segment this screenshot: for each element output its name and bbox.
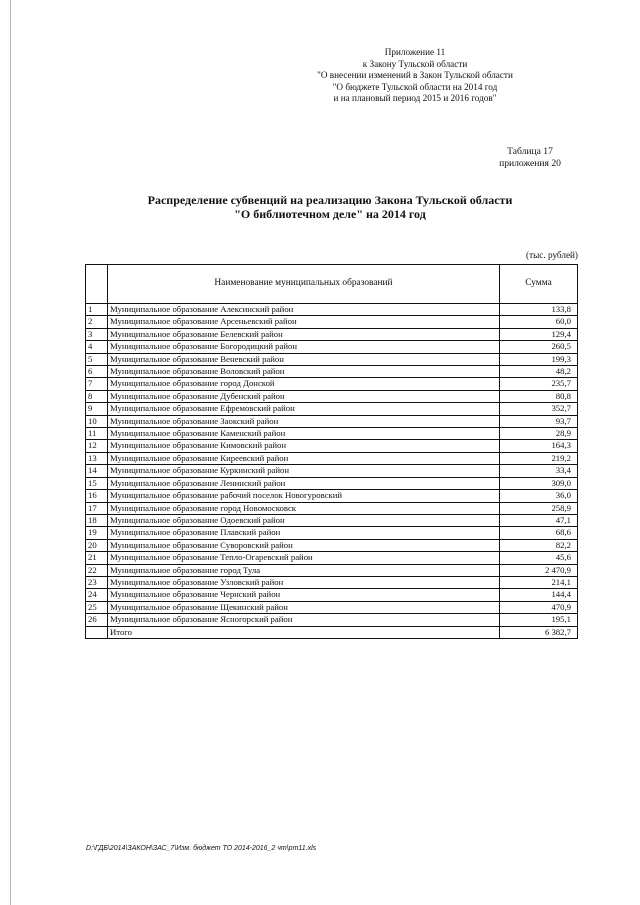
appendix-line: "О бюджете Тульской области на 2014 год bbox=[332, 81, 498, 92]
appendix-line: и на плановый период 2015 и 2016 годов" bbox=[333, 93, 497, 104]
table-row bbox=[86, 390, 578, 402]
row-sum: 36,0 bbox=[500, 490, 578, 502]
table-body bbox=[86, 304, 578, 639]
table-row bbox=[86, 589, 578, 601]
appendix-line: "О внесении изменений в Закон Тульской области bbox=[317, 70, 513, 81]
row-number: 15 bbox=[86, 477, 108, 489]
row-name: Муниципальное образование Богородицкий район bbox=[108, 341, 500, 353]
row-number: 22 bbox=[86, 564, 108, 576]
row-sum: 470,9 bbox=[500, 601, 578, 613]
table-row bbox=[86, 415, 578, 427]
row-sum: 93,7 bbox=[500, 415, 578, 427]
row-number: 19 bbox=[86, 527, 108, 539]
row-sum: 219,2 bbox=[500, 452, 578, 464]
table-row bbox=[86, 428, 578, 440]
row-number: 23 bbox=[86, 576, 108, 588]
row-number: 4 bbox=[86, 341, 108, 353]
row-sum: 309,0 bbox=[500, 477, 578, 489]
table-number: Таблица 17 bbox=[507, 146, 553, 157]
row-number: 5 bbox=[86, 353, 108, 365]
row-sum: 214,1 bbox=[500, 576, 578, 588]
row-number: 9 bbox=[86, 403, 108, 415]
table-row bbox=[86, 502, 578, 514]
appendix-note bbox=[250, 47, 580, 105]
table-row bbox=[86, 403, 578, 415]
row-sum: 258,9 bbox=[500, 502, 578, 514]
row-number: 25 bbox=[86, 601, 108, 613]
row-sum: 199,3 bbox=[500, 353, 578, 365]
table-reference bbox=[480, 146, 580, 170]
row-sum: 6 382,7 bbox=[500, 626, 578, 638]
title-line-1: Распределение субвенций на реализацию Закона Тульской области bbox=[147, 193, 513, 207]
row-name: Итого bbox=[108, 626, 500, 638]
row-number: 16 bbox=[86, 490, 108, 502]
row-name: Муниципальное образование Воловский район bbox=[108, 366, 500, 378]
table-row bbox=[86, 614, 578, 626]
row-number: 24 bbox=[86, 589, 108, 601]
row-name: Муниципальное образование Киреевский район bbox=[108, 452, 500, 464]
row-number: 20 bbox=[86, 539, 108, 551]
row-name: Муниципальное образование Заокский район bbox=[108, 415, 500, 427]
row-name: Муниципальное образование Ефремовский район bbox=[108, 403, 500, 415]
row-number: 21 bbox=[86, 552, 108, 564]
row-name: Муниципальное образование город Тула bbox=[108, 564, 500, 576]
table-row bbox=[86, 440, 578, 452]
row-number: 13 bbox=[86, 452, 108, 464]
row-name: Муниципальное образование Дубенский район bbox=[108, 390, 500, 402]
table-row bbox=[86, 452, 578, 464]
row-number: 1 bbox=[86, 304, 108, 316]
subsidy-table-container bbox=[85, 264, 578, 639]
row-name: Муниципальное образование Щекинский район bbox=[108, 601, 500, 613]
document-title bbox=[110, 193, 550, 221]
row-name: Муниципальное образование город Новомосковск bbox=[108, 502, 500, 514]
table-row bbox=[86, 539, 578, 551]
row-name: Муниципальное образование Кимовский район bbox=[108, 440, 500, 452]
row-number: 6 bbox=[86, 366, 108, 378]
row-number: 12 bbox=[86, 440, 108, 452]
units-label: (тыс. рублей) bbox=[526, 250, 578, 260]
table-total-row bbox=[86, 626, 578, 638]
row-sum: 68,6 bbox=[500, 527, 578, 539]
table-row bbox=[86, 514, 578, 526]
header-number bbox=[86, 265, 108, 304]
row-sum: 33,4 bbox=[500, 465, 578, 477]
table-row bbox=[86, 378, 578, 390]
row-sum: 164,3 bbox=[500, 440, 578, 452]
header-name: Наименование муниципальных образований bbox=[108, 265, 500, 304]
row-sum: 235,7 bbox=[500, 378, 578, 390]
row-number: 7 bbox=[86, 378, 108, 390]
row-name: Муниципальное образование Одоевский район bbox=[108, 514, 500, 526]
row-sum: 80,8 bbox=[500, 390, 578, 402]
table-row bbox=[86, 564, 578, 576]
row-sum: 2 470,9 bbox=[500, 564, 578, 576]
table-row bbox=[86, 527, 578, 539]
row-number: 17 bbox=[86, 502, 108, 514]
row-sum: 144,4 bbox=[500, 589, 578, 601]
title-line-2: "О библиотечном деле" на 2014 год bbox=[234, 207, 426, 221]
row-name: Муниципальное образование Чернский район bbox=[108, 589, 500, 601]
table-row bbox=[86, 366, 578, 378]
table-row bbox=[86, 353, 578, 365]
table-row bbox=[86, 601, 578, 613]
row-sum: 28,9 bbox=[500, 428, 578, 440]
row-number: 8 bbox=[86, 390, 108, 402]
row-name: Муниципальное образование Ясногорский район bbox=[108, 614, 500, 626]
table-row bbox=[86, 304, 578, 316]
row-number: 18 bbox=[86, 514, 108, 526]
appendix-line: Приложение 11 bbox=[384, 47, 446, 57]
row-name: Муниципальное образование Суворовский район bbox=[108, 539, 500, 551]
table-header-row bbox=[86, 265, 578, 304]
row-sum: 60,0 bbox=[500, 316, 578, 328]
row-sum: 82,2 bbox=[500, 539, 578, 551]
row-name: Муниципальное образование Каменский район bbox=[108, 428, 500, 440]
row-name: Муниципальное образование Куркинский район bbox=[108, 465, 500, 477]
row-sum: 45,6 bbox=[500, 552, 578, 564]
table-row bbox=[86, 316, 578, 328]
row-number: 14 bbox=[86, 465, 108, 477]
table-row bbox=[86, 465, 578, 477]
subsidy-table bbox=[85, 264, 578, 639]
row-sum: 133,8 bbox=[500, 304, 578, 316]
table-row bbox=[86, 552, 578, 564]
header-sum: Сумма bbox=[500, 265, 578, 304]
row-name: Муниципальное образование Плавский район bbox=[108, 527, 500, 539]
row-sum: 48,2 bbox=[500, 366, 578, 378]
table-row bbox=[86, 341, 578, 353]
row-sum: 195,1 bbox=[500, 614, 578, 626]
row-sum: 129,4 bbox=[500, 328, 578, 340]
row-name: Муниципальное образование Алексинский район bbox=[108, 304, 500, 316]
file-path-footer: D:\ГДБ\2014\ЗАКОН\ЗАС_7\Изм. бюджет ТО 2014-2016_2 чт\рт11.xls bbox=[86, 845, 317, 852]
row-name: Муниципальное образование Белевский район bbox=[108, 328, 500, 340]
row-number: 26 bbox=[86, 614, 108, 626]
row-name: Муниципальное образование Тепло-Огаревский район bbox=[108, 552, 500, 564]
row-name: Муниципальное образование Узловский район bbox=[108, 576, 500, 588]
table-row bbox=[86, 576, 578, 588]
row-name: Муниципальное образование город Донской bbox=[108, 378, 500, 390]
table-appendix-ref: приложения 20 bbox=[499, 158, 561, 169]
page-margin-line bbox=[10, 0, 11, 905]
table-row bbox=[86, 477, 578, 489]
row-sum: 352,7 bbox=[500, 403, 578, 415]
row-name: Муниципальное образование рабочий поселок Новогуровский bbox=[108, 490, 500, 502]
row-name: Муниципальное образование Ленинский район bbox=[108, 477, 500, 489]
appendix-line: к Закону Тульской области bbox=[362, 58, 468, 69]
row-number: 10 bbox=[86, 415, 108, 427]
row-name: Муниципальное образование Веневский район bbox=[108, 353, 500, 365]
row-name: Муниципальное образование Арсеньевский район bbox=[108, 316, 500, 328]
row-number: 2 bbox=[86, 316, 108, 328]
table-row bbox=[86, 490, 578, 502]
row-number: 11 bbox=[86, 428, 108, 440]
table-row bbox=[86, 328, 578, 340]
row-sum: 260,5 bbox=[500, 341, 578, 353]
row-number bbox=[86, 626, 108, 638]
row-sum: 47,1 bbox=[500, 514, 578, 526]
row-number: 3 bbox=[86, 328, 108, 340]
